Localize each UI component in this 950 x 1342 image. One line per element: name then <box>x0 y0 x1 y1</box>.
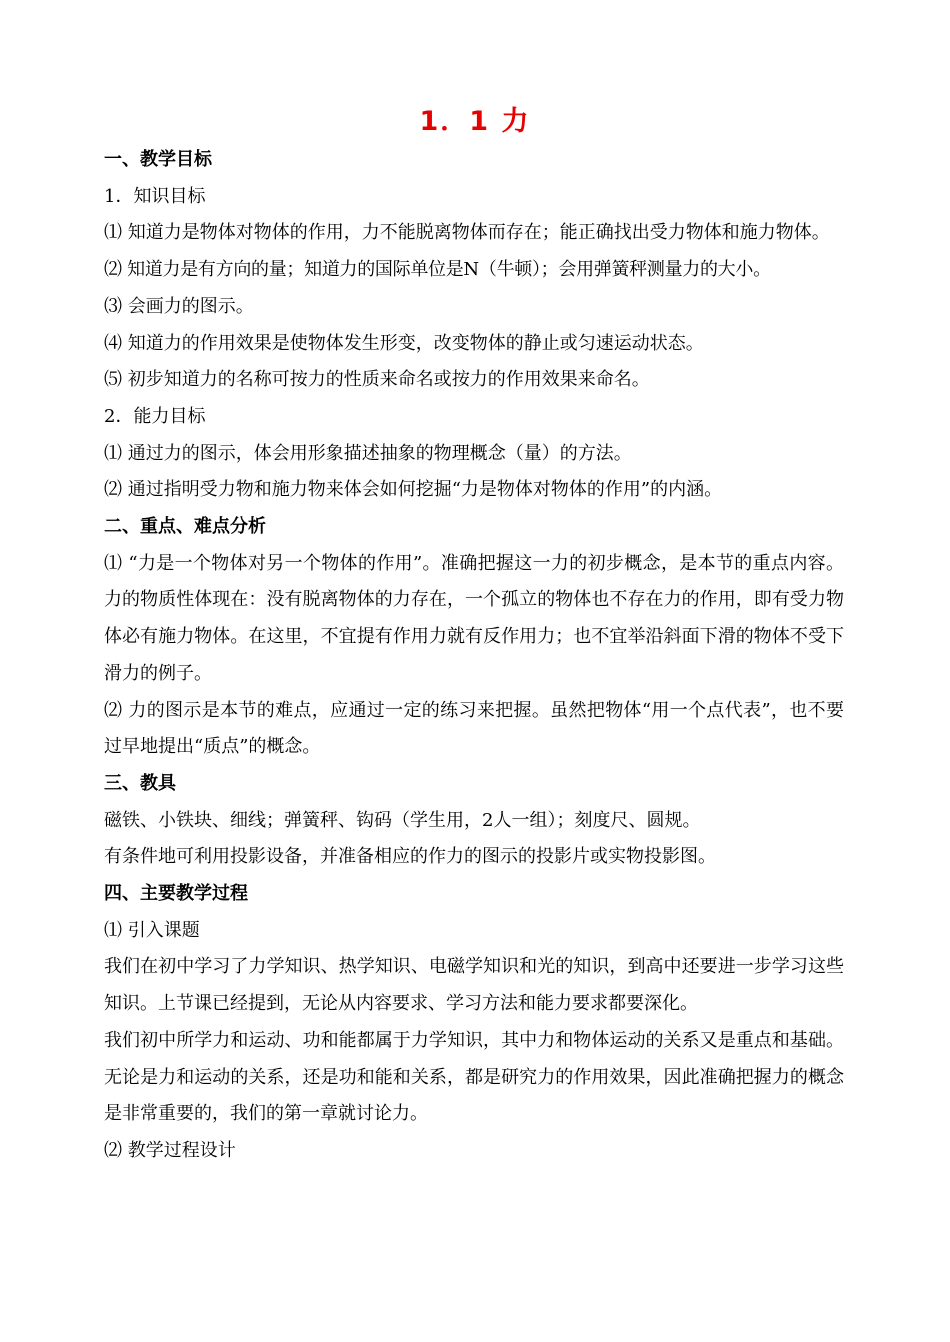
document-body <box>104 142 844 1170</box>
key-point-paragraph-2: ⑵ 力的图示是本节的难点，应通过一定的练习来把握。虽然把物体“用一个点代表”，也不要过早地提出“质点”的概念。 <box>104 699 844 758</box>
knowledge-goal-3: ⑶ 会画力的图示。 <box>104 295 254 317</box>
knowledge-goal-5: ⑸ 初步知道力的名称可按力的性质来命名或按力的作用效果来命名。 <box>104 369 650 391</box>
subheading-process-design: ⑵ 教学过程设计 <box>104 1139 236 1161</box>
teaching-aids-paragraph-2: 有条件地可利用投影设备，并准备相应的作力的图示的投影片或实物投影图。 <box>104 846 716 868</box>
section-heading-key-points: 二、重点、难点分析 <box>104 516 266 538</box>
subheading-ability-goals: 2．能力目标 <box>104 405 206 427</box>
process-paragraph-2: 我们初中所学力和运动、功和能都属于力学知识，其中力和物体运动的关系又是重点和基础。无论是力和运动的关系，还是功和能和关系，都是研究力的作用效果，因此准确把握力的概念是非常重要的，我们的第一章就讨论力。 <box>104 1029 844 1125</box>
page-title: 1．1 力 <box>419 106 531 137</box>
ability-goal-2: ⑵ 通过指明受力物和施力物来体会如何挖掘“力是物体对物体的作用”的内涵。 <box>104 479 723 501</box>
section-heading-teaching-aids: 三、教具 <box>104 772 176 794</box>
subheading-knowledge-goals: 1．知识目标 <box>104 185 206 207</box>
process-paragraph-1: 我们在初中学习了力学知识、热学知识、电磁学知识和光的知识，到高中还要进一步学习这些知识。上节课已经提到，无论从内容要求、学习方法和能力要求都要深化。 <box>104 956 844 1015</box>
section-heading-objectives: 一、教学目标 <box>104 149 212 170</box>
section-heading-teaching-process: 四、主要教学过程 <box>104 883 248 905</box>
knowledge-goal-2: ⑵ 知道力是有方向的量；知道力的国际单位是N（牛顿）；会用弹簧秤测量力的大小。 <box>104 259 771 281</box>
teaching-aids-paragraph-1: 磁铁、小铁块、细线；弹簧秤、钩码（学生用，2人一组）；刻度尺、圆规。 <box>104 809 701 831</box>
knowledge-goal-1: ⑴ 知道力是物体对物体的作用，力不能脱离物体而存在；能正确找出受力物体和施力物体。 <box>104 222 830 244</box>
knowledge-goal-4: ⑷ 知道力的作用效果是使物体发生形变，改变物体的静止或匀速运动状态。 <box>104 332 704 354</box>
subheading-introduction: ⑴ 引入课题 <box>104 919 200 941</box>
ability-goal-1: ⑴ 通过力的图示，体会用形象描述抽象的物理概念（量）的方法。 <box>104 442 632 464</box>
key-point-paragraph-1: ⑴ “力是一个物体对另一个物体的作用”。准确把握这一力的初步概念，是本节的重点内容。力的物质性体现在：没有脱离物体的力存在，一个孤立的物体也不存在力的作用，即有受力物体必有施力物体。在这里，不宜提有作用力就有反作用力；也不宜举沿斜面下滑的物体不受下滑力的例子。 <box>104 552 844 684</box>
